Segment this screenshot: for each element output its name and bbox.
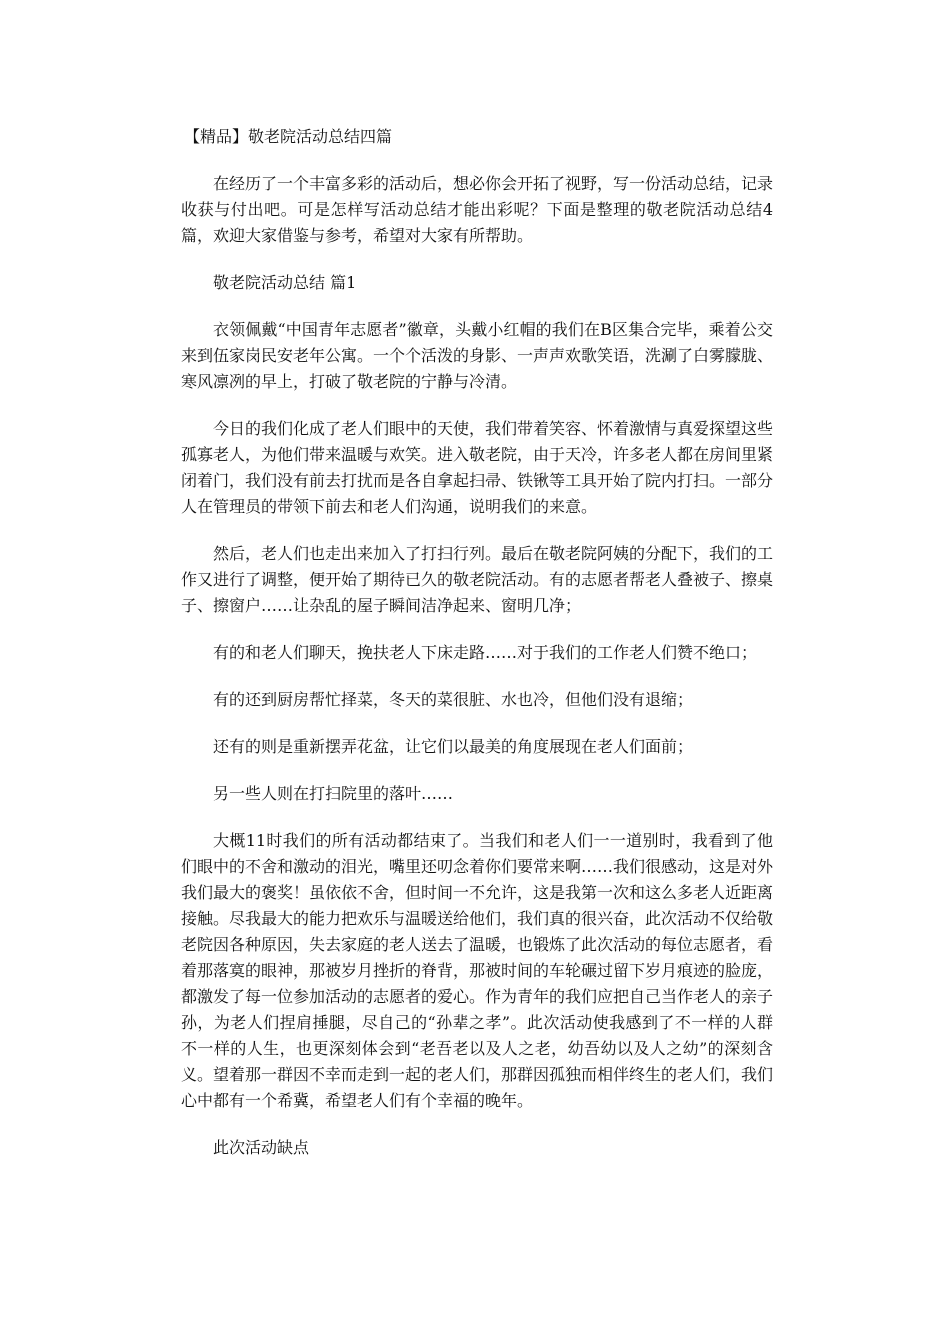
body-paragraph: 另一些人则在打扫院里的落叶…… (213, 784, 454, 803)
body-paragraph: 衣领佩戴“中国青年志愿者”徽章，头戴小红帽的我们在B区集合完毕，乘着公交来到伍家岗民安老年公寓。一个个活泼的身影、一声声欢歌笑语，洗涮了白雾朦胧、寒风凛冽的早上，打破了敬老院的宁静与冷清。 (181, 320, 774, 391)
body-paragraph: 有的和老人们聊天，挽扶老人下床走路……对于我们的工作老人们赞不绝口； (213, 643, 758, 662)
section-heading-2: 此次活动缺点 (213, 1138, 310, 1157)
document-title: 【精品】敬老院活动总结四篇 (184, 127, 393, 146)
body-paragraph: 有的还到厨房帮忙择菜，冬天的菜很脏、水也冷，但他们没有退缩； (213, 690, 694, 709)
body-paragraph: 然后，老人们也走出来加入了打扫行列。最后在敬老院阿姨的分配下，我们的工作又进行了调整，便开始了期待已久的敬老院活动。有的志愿者帮老人叠被子、擦桌子、擦窗户……让杂乱的屋子瞬间洁净起来、窗明几净； (181, 544, 774, 615)
section-heading-1: 敬老院活动总结 篇1 (213, 273, 357, 292)
intro-paragraph: 在经历了一个丰富多彩的活动后，想必你会开拓了视野，写一份活动总结，记录收获与付出吧。可是怎样写活动总结才能出彩呢？下面是整理的敬老院活动总结4篇，欢迎大家借鉴与参考，希望对大家有所帮助。 (181, 174, 774, 245)
body-paragraph: 今日的我们化成了老人们眼中的天使，我们带着笑容、怀着激情与真爱探望这些孤寡老人，为他们带来温暖与欢笑。进入敬老院，由于天冷，许多老人都在房间里紧闭着门，我们没有前去打扰而是各自拿起扫帚、铁锹等工具开始了院内打扫。一部分人在管理员的带领下前去和老人们沟通，说明我们的来意。 (181, 419, 774, 516)
document-body (181, 124, 773, 1182)
body-paragraph: 还有的则是重新摆弄花盆，让它们以最美的角度展现在老人们面前； (213, 737, 694, 756)
body-paragraph: 大概11时我们的所有活动都结束了。当我们和老人们一一道别时，我看到了他们眼中的不舍和激动的泪光，嘴里还叨念着你们要常来啊……我们很感动，这是对外我们最大的褒奖！虽依依不舍，但时间一不允许，这是我第一次和这么多老人近距离接触。尽我最大的能力把欢乐与温暖送给他们，我们真的很兴奋，此次活动不仅给敬老院因各种原因，失去家庭的老人送去了温暖，也锻炼了此次活动的每位志愿者，看着那落寞的眼神，那被岁月挫折的脊背，那被时间的车轮碾过留下岁月痕迹的脸庞，都激发了每一位参加活动的志愿者的爱心。作为青年的我们应把自己当作老人的亲子孙，为老人们捏肩捶腿，尽自己的“孙辈之孝”。此次活动使我感到了不一样的人群不一样的人生，也更深刻体会到“老吾老以及人之老，幼吾幼以及人之幼”的深刻含义。望着那一群因不幸而走到一起的老人们，那群因孤独而相伴终生的老人们，我们心中都有一个希冀，希望老人们有个幸福的晚年。 (181, 831, 774, 1110)
